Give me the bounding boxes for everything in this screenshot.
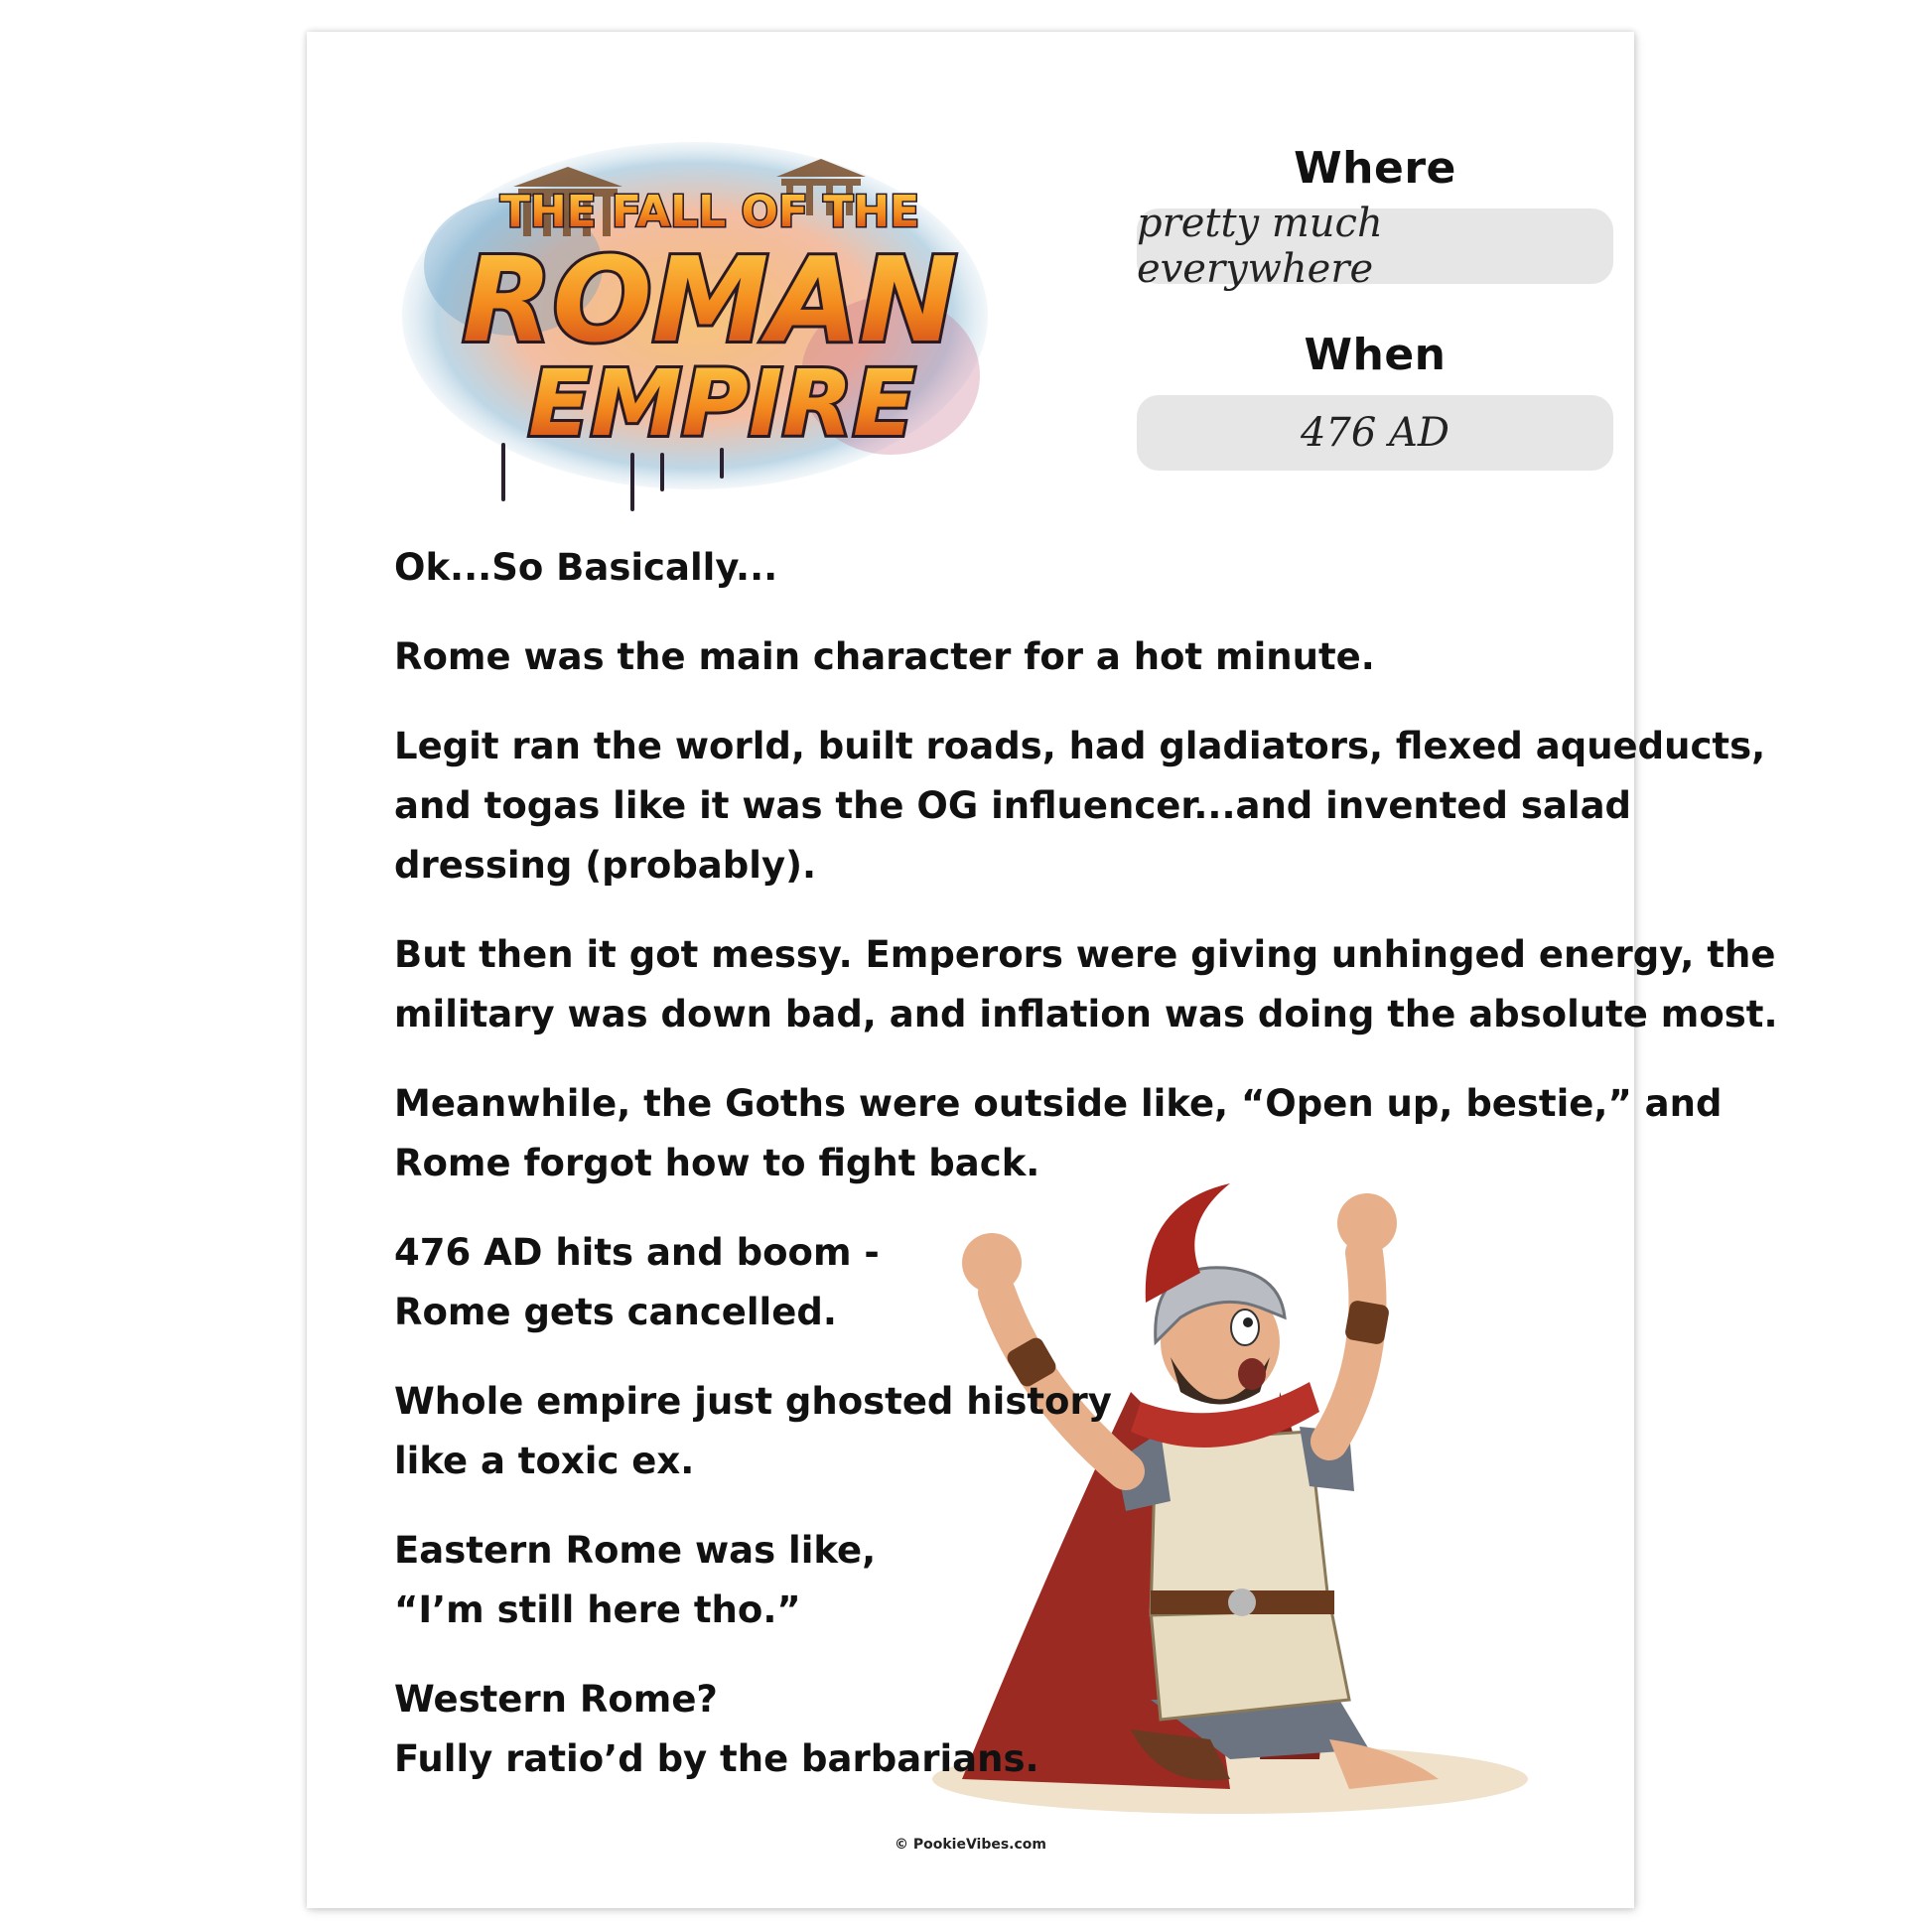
title-logo [394, 117, 996, 518]
text-line: Ok...So Basically... [394, 546, 778, 589]
where-value: pretty much everywhere [1137, 208, 1613, 284]
text-line: Rome was the main character for a hot minute. [394, 635, 1375, 678]
logo-line3: EMPIRE [528, 350, 915, 457]
where-label: Where [1294, 143, 1456, 194]
paragraph-western-rome [394, 1670, 1039, 1789]
text-line: dressing (probably). [394, 844, 817, 887]
text-line: 476 AD hits and boom - [394, 1231, 880, 1274]
paragraph-intro [394, 538, 1546, 598]
text-line: and togas like it was the OG influencer...and invented salad [394, 784, 1632, 827]
paragraph-cancelled [394, 1223, 990, 1342]
paragraph-ghosted [394, 1372, 1112, 1491]
poster-page [307, 32, 1778, 1908]
paragraph-eastern-rome [394, 1521, 990, 1640]
text-line: Rome gets cancelled. [394, 1291, 837, 1333]
text-line: Eastern Rome was like, [394, 1529, 877, 1572]
text-line: like a toxic ex. [394, 1440, 695, 1482]
when-value: 476 AD [1137, 395, 1613, 471]
text-line: Legit ran the world, built roads, had gladiators, flexed aqueducts, [394, 725, 1766, 767]
paragraph-main-character [394, 627, 1546, 687]
story-text [394, 538, 1778, 1819]
paragraph-got-messy [394, 925, 1778, 1044]
logo-line2: ROMAN [462, 231, 958, 368]
text-line: Western Rome? [394, 1678, 718, 1721]
text-line: Meanwhile, the Goths were outside like, “Open up, bestie,” and [394, 1082, 1723, 1125]
paragraph-goths [394, 1074, 1723, 1193]
copyright-footer: © PookieVibes.com [894, 1837, 1047, 1853]
paragraph-ran-the-world [394, 717, 1766, 896]
text-line: Fully ratio’d by the barbarians. [394, 1737, 1039, 1780]
logo-line1: THE FALL OF THE [499, 187, 920, 237]
text-line: military was down bad, and inflation was doing the absolute most. [394, 993, 1778, 1035]
when-label: When [1304, 330, 1447, 380]
text-line: Whole empire just ghosted history [394, 1380, 1112, 1423]
text-line: Rome forgot how to fight back. [394, 1142, 1040, 1184]
text-line: But then it got messy. Emperors were giving unhinged energy, the [394, 933, 1776, 976]
text-line: “I’m still here tho.” [394, 1588, 801, 1631]
